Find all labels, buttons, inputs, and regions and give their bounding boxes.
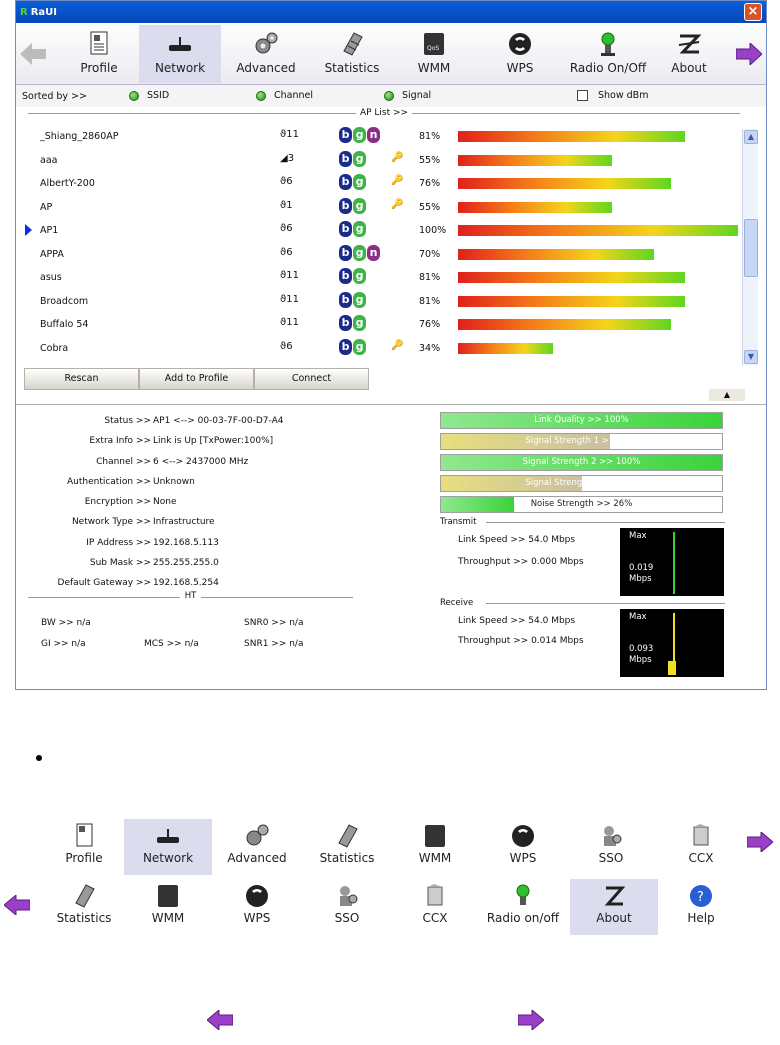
receive-throughput: Throughput >> 0.014 Mbps [458, 636, 584, 646]
next-arrow-icon[interactable] [747, 832, 773, 852]
wps-icon [510, 823, 536, 849]
collapse-panel-button[interactable] [709, 389, 745, 401]
ht-snr0: SNR0 >> n/a [244, 618, 304, 628]
ap-signal-percent: 76% [419, 319, 441, 330]
status-value: Infrastructure [153, 517, 215, 528]
mode-b-icon: b [339, 198, 352, 214]
ap-list-row[interactable] [18, 219, 738, 242]
ap-channel [280, 153, 294, 164]
status-row [16, 452, 416, 472]
window-title: RaUI [30, 6, 57, 18]
mode-g-icon: g [353, 127, 366, 143]
quality-label: Signal Strength 2 >> 100% [522, 457, 641, 467]
mode-b-icon: b [339, 245, 352, 261]
ext-toolbar-statistics[interactable] [303, 819, 391, 875]
ap-signal-percent: 70% [419, 248, 441, 260]
ap-modes [339, 174, 366, 190]
ext-toolbar-wps[interactable] [213, 879, 301, 935]
mode-g-icon: g [353, 151, 366, 167]
ap-signal-bar [458, 155, 612, 166]
ap-list-header [16, 108, 752, 118]
ap-channel-value: 6 [286, 176, 293, 187]
ap-signal-percent: 55% [419, 154, 441, 166]
status-row [16, 533, 416, 553]
mode-g-icon: g [353, 339, 366, 355]
mode-b-icon: b [339, 315, 352, 331]
mode-g-icon: g [353, 174, 366, 190]
status-value: AP1 <--> 00-03-7F-00-D7-A4 [153, 416, 284, 426]
key-lock-icon: 🔑 [391, 151, 404, 163]
sort-signal-option[interactable] [384, 90, 431, 101]
ext-toolbar-ccx[interactable] [657, 819, 745, 875]
status-key: Channel >> [96, 456, 151, 467]
receive-group [440, 598, 725, 678]
ap-channel-value: 6 [286, 340, 293, 352]
profile-icon [71, 823, 97, 849]
quality-bar [440, 496, 723, 513]
divider [16, 404, 766, 405]
ext-toolbar-label: WPS [243, 911, 271, 925]
ap-ssid: aaa [40, 154, 58, 166]
checkbox-icon [577, 90, 588, 101]
receive-graph-max: Max [629, 612, 647, 622]
receive-unit: Mbps [629, 655, 652, 665]
key-lock-icon: 🔑 [391, 198, 404, 210]
sort-channel-label: Channel [274, 90, 314, 101]
receive-title: Receive [440, 598, 725, 608]
scroll-right-arrow-icon[interactable] [736, 43, 762, 65]
ap-channel [280, 223, 293, 234]
transmit-unit: Mbps [629, 574, 652, 584]
ext-toolbar-wmm[interactable] [391, 819, 479, 875]
status-value: 6 <--> 2437000 MHz [153, 456, 249, 467]
ap-list-row[interactable] [18, 172, 738, 195]
status-key: Authentication >> [66, 476, 151, 487]
ap-ssid: AP1 [40, 225, 59, 236]
triangle-up-icon: ▲ [723, 390, 731, 399]
toolbar-label: Profile [80, 61, 118, 75]
ap-signal-percent: 100% [419, 225, 447, 236]
ap-channel [280, 176, 293, 187]
radio-icon [594, 31, 622, 57]
ext-toolbar-label: WPS [509, 851, 537, 865]
quality-label: Noise Strength >> 26% [530, 499, 633, 509]
ext-toolbar-wmm[interactable] [124, 879, 212, 935]
sort-ssid-label: SSID [147, 90, 170, 101]
ap-list-row[interactable] [18, 196, 738, 219]
wps-icon [506, 31, 534, 57]
radio-dot-icon [384, 91, 394, 101]
receive-link-speed: Link Speed >> 54.0 Mbps [458, 616, 576, 626]
antenna-icon: ϑ [280, 129, 287, 140]
ap-channel [280, 341, 293, 352]
transmit-graph-value [629, 563, 653, 585]
antenna-icon: ϑ [280, 317, 287, 328]
ap-signal-bar [458, 202, 612, 213]
toolbar-label: Advanced [236, 61, 296, 75]
status-value: None [153, 497, 177, 508]
ap-list-row[interactable] [18, 290, 738, 313]
app-logo: R [20, 6, 28, 18]
ap-modes [339, 151, 366, 167]
status-row [16, 553, 416, 573]
wmm-icon [422, 823, 448, 849]
raui-window [15, 0, 767, 690]
ap-channel [280, 294, 299, 305]
ap-signal-bar [458, 343, 553, 354]
mode-b-icon: b [339, 268, 352, 284]
sorted-by-label: Sorted by >> [22, 91, 87, 102]
ext-toolbar-label: Advanced [227, 851, 287, 865]
connect-button[interactable]: Connect [254, 368, 369, 390]
antenna-icon: ϑ [280, 340, 287, 352]
ext-toolbar-statistics[interactable] [40, 879, 128, 935]
scroll-left-arrow-icon[interactable] [20, 43, 46, 65]
toolbar-about[interactable] [654, 25, 724, 83]
bullet-point [36, 755, 42, 761]
ap-channel-value: 11 [286, 270, 299, 281]
ext-toolbar-ccx[interactable] [391, 879, 479, 935]
mode-n-icon: n [367, 245, 380, 261]
ccx-icon [422, 883, 448, 909]
about-icon [601, 883, 627, 909]
mode-g-icon: g [353, 245, 366, 261]
mode-b-icon: b [339, 151, 352, 167]
ap-channel-value: 6 [286, 246, 293, 258]
receive-value: 0.093 [629, 644, 654, 654]
statistics-icon [71, 883, 97, 909]
ap-signal-percent: 81% [419, 272, 441, 283]
status-panel [16, 411, 416, 594]
ap-signal-bar [458, 225, 738, 236]
antenna-icon: ϑ [280, 176, 287, 187]
mode-n-icon: n [367, 127, 380, 143]
transmit-graph [620, 528, 724, 596]
transmit-value: 0.019 [629, 563, 654, 573]
toolbar-wmm[interactable] [393, 25, 475, 83]
ap-signal-bar [458, 249, 654, 260]
ap-channel-value: 6 [286, 223, 293, 234]
network-icon [155, 823, 181, 849]
sort-signal-label: Signal [402, 90, 432, 101]
left-arrow-icon[interactable] [207, 1010, 233, 1030]
transmit-link-speed: Link Speed >> 54.0 Mbps [458, 535, 576, 545]
ap-signal-bar [458, 131, 685, 142]
radio-dot-icon [129, 91, 139, 101]
quality-label: Signal Strength 3 >> 50% [525, 478, 638, 488]
toolbar-label: Network [154, 61, 206, 75]
ap-signal-percent: 34% [419, 342, 441, 354]
antenna-icon: ϑ [280, 246, 287, 258]
ap-modes [339, 268, 366, 284]
ap-signal-bar [458, 272, 685, 283]
ext-toolbar-label: Profile [65, 851, 103, 865]
ext-toolbar-label: CCX [422, 911, 448, 925]
quality-bar [440, 475, 723, 492]
ap-modes [339, 221, 366, 237]
ext-toolbar-network[interactable] [124, 819, 212, 875]
ap-list-row[interactable] [18, 125, 738, 148]
quality-label: Signal Strength 1 >> 60% [525, 436, 638, 446]
antenna-icon: ϑ [280, 293, 287, 305]
status-row [16, 411, 416, 431]
toolbar-network[interactable] [139, 25, 221, 83]
ht-bw: BW >> n/a [41, 618, 91, 628]
title-bar [16, 1, 766, 23]
mode-g-icon: g [353, 198, 366, 214]
ap-channel-value: 11 [286, 129, 299, 140]
ap-channel [280, 317, 299, 328]
key-lock-icon: 🔑 [391, 175, 404, 186]
toolbar-advanced[interactable] [225, 25, 307, 83]
ap-modes [339, 339, 366, 355]
show-dbm-checkbox[interactable] [577, 90, 648, 101]
statistics-icon [338, 31, 366, 57]
status-key: Network Type >> [71, 517, 151, 528]
transmit-group [440, 517, 725, 597]
svg-text:?: ? [697, 890, 704, 905]
transmit-title: Transmit [440, 517, 725, 527]
ap-signal-bar [458, 319, 671, 330]
ext-toolbar-label: WMM [151, 911, 185, 925]
sso-icon [334, 883, 360, 909]
selected-arrow-icon [25, 224, 32, 236]
ext-toolbar-label: SSO [598, 851, 624, 865]
mode-b-icon: b [339, 221, 352, 237]
ccx-icon [688, 823, 714, 849]
status-key: Status >> [104, 416, 151, 426]
add-to-profile-button[interactable]: Add to Profile [139, 368, 254, 390]
quality-bar [440, 433, 723, 450]
ap-signal-percent: 55% [419, 201, 441, 213]
antenna-icon: ϑ [280, 199, 287, 211]
toolbar-label: About [671, 61, 707, 75]
status-value: Link is Up [TxPower:100%] [153, 436, 274, 447]
status-row [16, 492, 416, 512]
status-key: IP Address >> [86, 537, 151, 548]
ext-toolbar-label: WMM [418, 851, 452, 865]
ap-list-row[interactable] [18, 266, 738, 289]
ext-toolbar-label: Help [687, 911, 715, 925]
help-icon [688, 883, 714, 909]
ht-gi: GI >> n/a [41, 639, 86, 649]
ap-signal-percent: 81% [419, 295, 441, 307]
receive-graph-spike [668, 661, 676, 675]
mode-b-icon: b [339, 292, 352, 308]
ap-list-scrollbar[interactable] [742, 129, 758, 365]
wmm-qos-icon [420, 31, 448, 57]
mode-b-icon: b [339, 127, 352, 143]
ap-ssid: Broadcom [40, 295, 89, 307]
ap-ssid: Cobra [40, 342, 69, 354]
prev-arrow-icon[interactable] [4, 895, 30, 915]
quality-label: Link Quality >> 100% [534, 415, 629, 425]
ap-modes [339, 198, 366, 214]
ap-channel-value: 11 [286, 293, 299, 305]
transmit-graph-line [673, 532, 675, 594]
ap-modes [339, 127, 380, 143]
status-value: 192.168.5.254 [153, 578, 219, 589]
toolbar-label: WMM [417, 61, 451, 75]
advanced-gears-icon [252, 31, 280, 57]
ap-ssid: Buffalo 54 [40, 319, 89, 330]
ap-signal-percent: 76% [419, 178, 441, 189]
status-value: 255.255.255.0 [153, 558, 219, 569]
ext-toolbar-help[interactable] [657, 879, 745, 935]
receive-graph-value [629, 644, 653, 666]
ht-header [28, 591, 353, 603]
scroll-thumb[interactable] [744, 219, 758, 277]
quality-bar [440, 412, 723, 429]
status-key: Sub Mask >> [89, 558, 151, 569]
sso-icon [598, 823, 624, 849]
ap-signal-bar [458, 296, 685, 307]
ap-modes [339, 315, 366, 331]
receive-graph [620, 609, 724, 677]
status-key: Encryption >> [84, 497, 151, 508]
ap-list-row[interactable] [18, 337, 738, 360]
toolbar-profile[interactable] [58, 25, 140, 83]
ext-toolbar-label: Statistics [56, 911, 112, 925]
quality-bar [440, 454, 723, 471]
svg-text:QoS: QoS [427, 45, 440, 52]
rescan-button[interactable]: Rescan [24, 368, 139, 390]
ext-toolbar-label: CCX [688, 851, 714, 865]
ap-channel [280, 129, 299, 140]
ap-ssid: AP [40, 201, 53, 213]
ap-list-row[interactable] [18, 149, 738, 172]
ext-toolbar-label: SSO [334, 911, 360, 925]
ext-toolbar-advanced[interactable] [213, 819, 301, 875]
ap-modes [339, 245, 380, 261]
mode-g-icon: g [353, 292, 366, 308]
about-icon [675, 31, 703, 57]
status-key: Default Gateway >> [57, 578, 151, 589]
profile-icon [85, 31, 113, 57]
ext-toolbar-profile[interactable] [40, 819, 128, 875]
ap-list-title: AP List >> [356, 108, 412, 118]
right-arrow-icon[interactable] [518, 1010, 544, 1030]
ext-toolbar-label: Network [142, 851, 194, 865]
ap-modes [339, 292, 366, 308]
antenna-icon: ◢ [280, 152, 288, 164]
scroll-down-icon[interactable]: ▼ [744, 350, 758, 364]
status-row [16, 431, 416, 451]
show-dbm-label: Show dBm [598, 90, 649, 101]
toolbar-wps[interactable] [479, 25, 561, 83]
quality-bars [440, 412, 723, 517]
ap-list [18, 119, 754, 365]
ap-channel [280, 270, 299, 281]
antenna-icon: ϑ [280, 270, 287, 281]
ap-ssid: APPA [40, 248, 64, 260]
toolbar-radio-onoff[interactable] [562, 25, 654, 83]
toolbar-label: WPS [506, 61, 534, 75]
transmit-throughput: Throughput >> 0.000 Mbps [458, 557, 584, 567]
key-lock-icon: 🔑 [391, 339, 404, 351]
ext-toolbar-label: Radio on/off [486, 911, 560, 925]
ap-list-buttons [24, 368, 369, 390]
ext-toolbar-sso[interactable] [303, 879, 391, 935]
sort-ssid-option[interactable] [129, 90, 169, 101]
ext-toolbar-label: Statistics [319, 851, 375, 865]
statistics-icon [334, 823, 360, 849]
sort-channel-option[interactable] [256, 90, 313, 101]
mode-g-icon: g [353, 221, 366, 237]
radio-on-off-icon [510, 883, 536, 909]
status-value: Unknown [153, 476, 195, 487]
toolbar [16, 23, 766, 85]
ht-mcs: MCS >> n/a [144, 639, 199, 649]
ap-channel [280, 247, 293, 258]
ap-ssid: _Shiang_2860AP [40, 131, 119, 142]
status-row [16, 472, 416, 492]
antenna-icon: ϑ [280, 223, 287, 234]
ht-title: HT [180, 591, 202, 601]
ext-toolbar-radio-on-off[interactable] [479, 879, 567, 935]
toolbar-label: Radio On/Off [569, 61, 647, 75]
status-value: 192.168.5.113 [153, 537, 219, 548]
ap-channel [280, 200, 293, 211]
mode-g-icon: g [353, 268, 366, 284]
ap-list-row[interactable] [18, 243, 738, 266]
mode-b-icon: b [339, 174, 352, 190]
ext-toolbar-label: About [596, 911, 632, 925]
toolbar-statistics[interactable] [311, 25, 393, 83]
wps-icon [244, 883, 270, 909]
ext-toolbar-wps[interactable] [479, 819, 567, 875]
scroll-up-icon[interactable]: ▲ [744, 130, 758, 144]
ap-list-row[interactable] [18, 313, 738, 336]
ap-ssid: asus [40, 272, 62, 283]
sort-bar [16, 85, 766, 107]
network-icon [166, 31, 194, 57]
wmm-icon [155, 883, 181, 909]
mode-g-icon: g [353, 315, 366, 331]
ap-channel-value: 1 [286, 199, 293, 211]
ext-toolbar-sso[interactable] [567, 819, 655, 875]
transmit-graph-max: Max [629, 531, 647, 541]
ap-channel-value: 11 [286, 317, 299, 328]
ht-snr1: SNR1 >> n/a [244, 639, 304, 649]
ext-toolbar-about[interactable] [570, 879, 658, 935]
status-key: Extra Info >> [89, 436, 151, 447]
radio-dot-icon [256, 91, 266, 101]
close-button[interactable]: × [744, 3, 762, 21]
toolbar-label: Statistics [324, 61, 380, 75]
ap-channel-value: 3 [287, 152, 295, 164]
status-row [16, 512, 416, 532]
ap-signal-bar [458, 178, 671, 189]
ap-ssid: AlbertY-200 [40, 178, 95, 189]
mode-b-icon: b [339, 339, 352, 355]
advanced-icon [244, 823, 270, 849]
ap-signal-percent: 81% [419, 131, 441, 142]
